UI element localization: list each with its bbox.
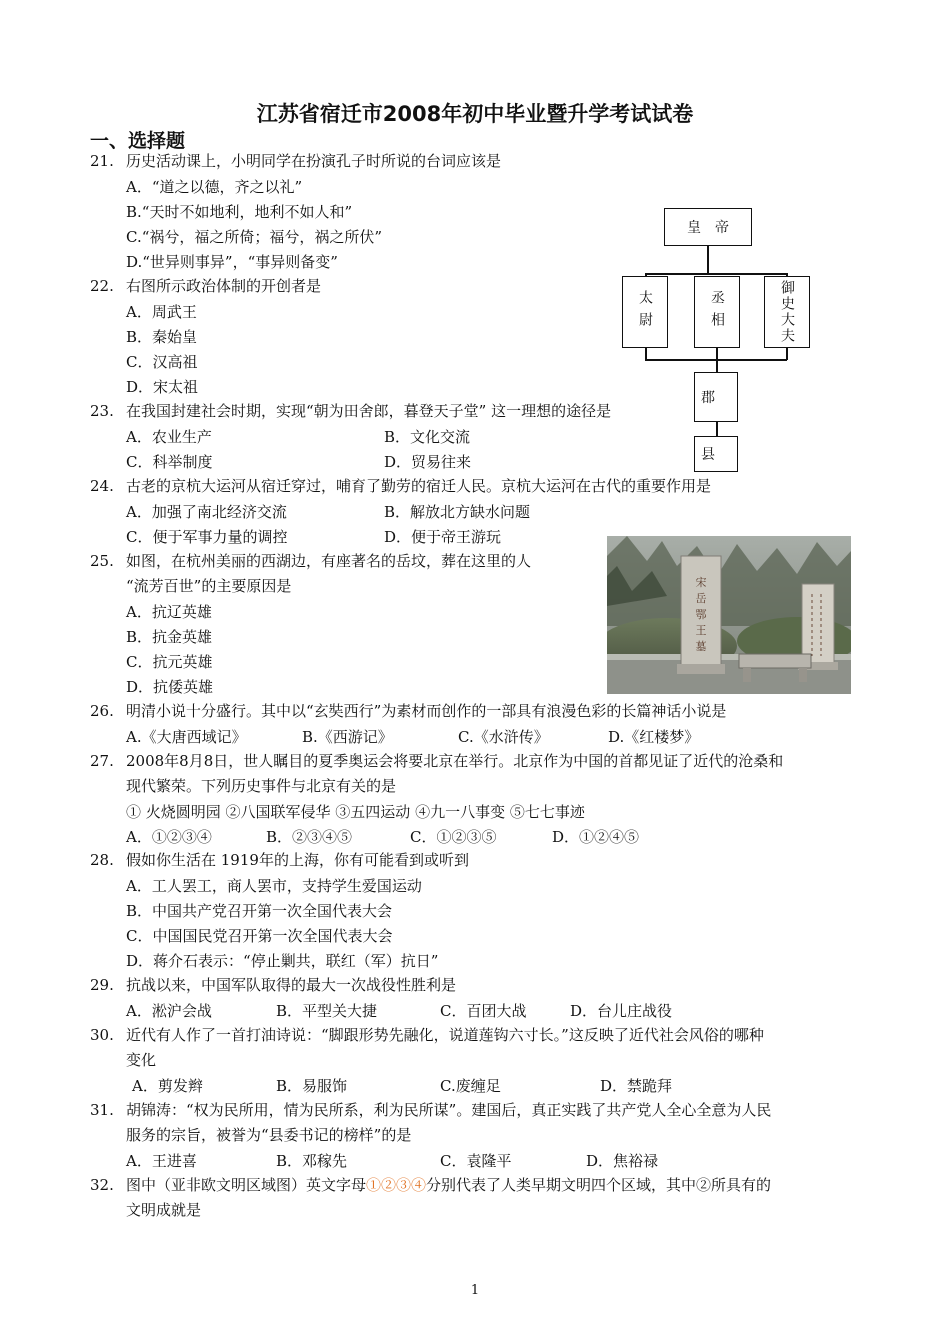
option-b: B．解放北方缺水问题 [384,503,531,521]
question-stem: 如图，在杭州美丽的西湖边，有座著名的岳坟，葬在这里的人 [126,552,532,570]
option-c: C．抗元英雄 [126,653,213,671]
yushi-box: 御史大夫 [764,276,810,348]
question-number: 30. [90,1026,114,1044]
question-stem: 抗战以来，中国军队取得的最大一次战役性胜利是 [126,976,457,994]
option-d: D．禁跪拜 [600,1077,673,1095]
connector-line [707,246,709,274]
question-number: 23. [90,402,114,420]
question-number: 22. [90,277,114,295]
option-a: A．农业生产 [126,428,212,446]
question-number: 25. [90,552,114,570]
emperor-box: 皇 帝 [664,208,752,246]
option-d: D．台儿庄战役 [570,1002,673,1020]
question-stem: 假如你生活在 1919年的上海，你有可能看到或听到 [126,851,469,869]
stem-part: 分别代表了人类早期文明四个区域，其中②所具有的 [426,1176,772,1194]
question-stem-continued: 现代繁荣。下列历史事件与北京有关的是 [126,777,397,795]
yue-fei-tomb-photo [607,536,851,694]
option-c: C．科举制度 [126,453,213,471]
option-a: A.《大唐西域记》 [126,728,247,746]
option-b: B．中国共产党召开第一次全国代表大会 [126,902,393,920]
option-d: D．蒋介石表示：“停止剿共，联红（军）抗日” [126,952,439,970]
connector-line [645,273,787,275]
page-number: 1 [470,1283,480,1298]
option-d: D.《红楼梦》 [608,728,700,746]
question-stem: 在我国封建社会时期，实现“朝为田舍郎，暮登天子堂” 这一理想的途径是 [126,402,612,420]
event-list: ① 火烧圆明园 ②八国联军侵华 ③五四运动 ④九一八事变 ⑤七七事迹 [126,803,585,821]
option-b: B．易服饰 [276,1077,348,1095]
option-a: A．加强了南北经济交流 [126,503,287,521]
question-number: 24. [90,477,114,495]
option-a: A．①②③④ [126,828,212,846]
option-c: C.废缠足 [440,1077,501,1095]
question-stem-continued: 服务的宗旨，被誉为“县委书记的榜样”的是 [126,1126,412,1144]
page-title: 江苏省宿迁市2008年初中毕业暨升学考试试卷 [256,102,694,126]
svg-text:鄂: 鄂 [695,608,707,621]
option-b: B．抗金英雄 [126,628,213,646]
option-a: A．王进喜 [126,1152,197,1170]
option-a: A．剪发辫 [132,1077,203,1095]
xian-box: 县 [694,436,738,472]
question-stem: 历史活动课上，小明同学在扮演孔子时所说的台词应该是 [126,152,502,170]
option-d: D．便于帝王游玩 [384,528,502,546]
question-stem [126,1175,771,1195]
question-stem-continued: 文明成就是 [126,1201,202,1219]
option-b: B．邓稼先 [276,1152,348,1170]
section-heading: 一、选择题 [90,130,186,152]
question-number: 28. [90,851,114,869]
question-stem-continued: 变化 [126,1051,157,1069]
question-number: 27. [90,752,114,770]
connector-line [716,422,718,436]
taiwei-box: 太尉 [622,276,668,348]
option-a: A．“道之以德，齐之以礼” [126,178,303,196]
option-d: D．焦裕禄 [586,1152,659,1170]
option-d: D．①②④⑤ [552,828,640,846]
question-stem: 近代有人作了一首打油诗说：“脚跟形势先融化，说道莲钩六寸长。”这反映了近代社会风俗的哪种 [126,1026,764,1044]
question-stem-continued: “流芳百世”的主要原因是 [126,577,292,595]
chengxiang-box: 丞相 [694,276,740,348]
option-a: A．抗辽英雄 [126,603,212,621]
option-c: C．百团大战 [440,1002,527,1020]
option-a: A．淞沪会战 [126,1002,212,1020]
option-b: B．文化交流 [384,428,471,446]
svg-text:王: 王 [695,624,707,637]
option-c: C．中国国民党召开第一次全国代表大会 [126,927,393,945]
question-number: 32. [90,1176,114,1194]
stem-part: 图中（亚非欧文明区域图）英文字母 [126,1176,367,1194]
question-stem: 2008年8月8日，世人瞩目的夏季奥运会将要北京在举行。北京作为中国的首都见证了近代的沧桑和 [126,752,784,770]
highlighted-numbers: ①②③④ [366,1176,427,1194]
option-d: D．宋太祖 [126,378,199,396]
question-number: 31. [90,1101,114,1119]
option-c: C.“祸兮，福之所倚；福兮，祸之所伏” [126,228,383,246]
question-number: 26. [90,702,114,720]
connector-line [716,348,718,372]
svg-text:墓: 墓 [695,640,707,653]
option-b: B．平型关大捷 [276,1002,378,1020]
option-c: C.《水浒传》 [458,728,549,746]
tomb-inscription: 宋 [695,576,707,589]
option-b: B．②③④⑤ [266,828,353,846]
question-stem: 胡锦涛：“权为民所用，情为民所系，利为民所谋”。建国后，真正实践了共产党人全心全意为人民 [126,1101,772,1119]
question-stem: 明清小说十分盛行。其中以“玄奘西行”为素材而创作的一部具有浪漫色彩的长篇神话小说是 [126,702,727,720]
option-a: A．工人罢工，商人罢市，支持学生爱国运动 [126,877,422,895]
option-c: C．袁隆平 [440,1152,512,1170]
option-d: D．抗倭英雄 [126,678,214,696]
svg-text:岳: 岳 [695,592,707,605]
question-stem: 右图所示政治体制的开创者是 [126,277,322,295]
option-c: C．便于军事力量的调控 [126,528,288,546]
question-number: 29. [90,976,114,994]
option-b: B．秦始皇 [126,328,198,346]
option-b: B.《西游记》 [302,728,393,746]
option-d: D．贸易往来 [384,453,472,471]
question-stem: 古老的京杭大运河从宿迁穿过，哺育了勤劳的宿迁人民。京杭大运河在古代的重要作用是 [126,477,712,495]
question-number: 21. [90,152,114,170]
option-c: C．①②③⑤ [410,828,497,846]
option-b: B.“天时不如地利，地利不如人和” [126,203,353,221]
option-d: D.“世异则事异”，“事异则备变” [126,253,338,271]
jun-box: 郡 [694,372,738,422]
option-a: A．周武王 [126,303,197,321]
option-c: C．汉高祖 [126,353,198,371]
